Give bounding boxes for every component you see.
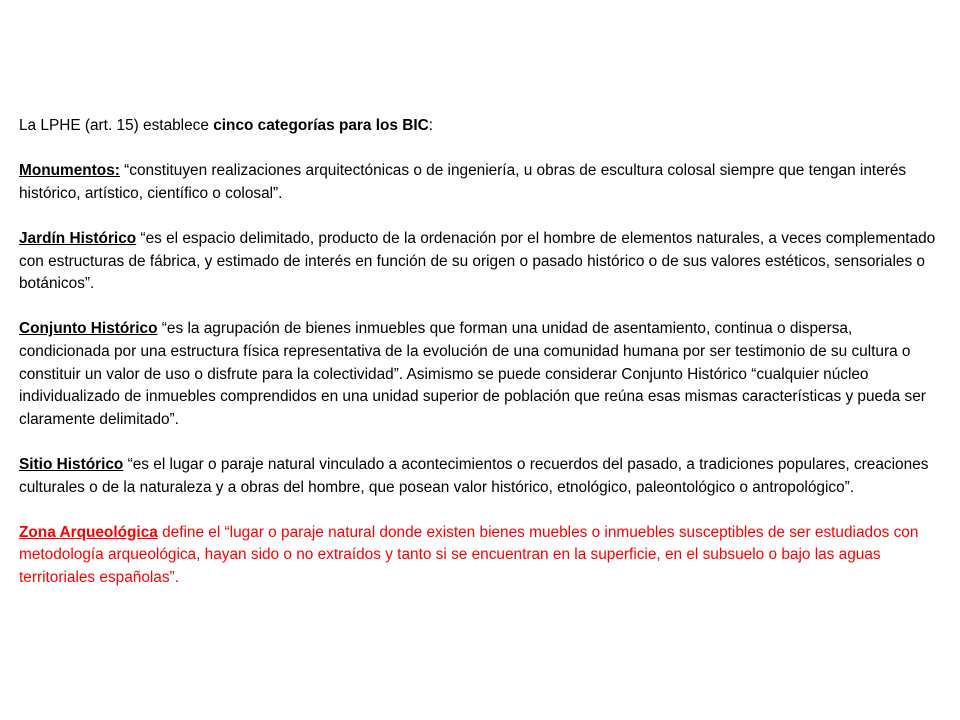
category-definition: “es el lugar o paraje natural vinculado a acontecimientos o recuerdos del pasado, a tradiciones populares, creaciones culturales o de la naturaleza y a obras del hombre, que posean valor histórico, etnológico, paleontológico o antropológico”. xyxy=(19,455,929,496)
category-conjunto-historico xyxy=(19,318,944,431)
category-term: Sitio Histórico xyxy=(19,455,124,473)
category-sitio-historico xyxy=(19,454,944,499)
category-term: Jardín Histórico xyxy=(19,229,137,247)
category-definition: “es la agrupación de bienes inmuebles que forman una unidad de asentamiento, continua o dispersa, condicionada por una estructura física representativa de la evolución de una comunidad humana por ser testimonio de su cultura o constituir un valor de uso o disfrute para la colectividad”. Asimismo se puede considerar Conjunto Histórico “cualquier núcleo individualizado de inmuebles comprendidos en una unidad superior de población que reúna esas mismas características y pueda ser claramente delimitado”. xyxy=(19,320,926,428)
category-term: Zona Arqueológica xyxy=(19,523,158,541)
category-definition: “es el espacio delimitado, producto de la ordenación por el hombre de elementos naturales, a veces complementado con estructuras de fábrica, y estimado de interés en función de su origen o pasado histórico o de sus valores estéticos, sensoriales o botánicos”. xyxy=(19,229,936,293)
category-jardin-historico xyxy=(19,228,944,296)
intro-paragraph xyxy=(19,115,944,138)
intro-suffix: : xyxy=(428,117,434,134)
intro-emphasis: cinco categorías para los BIC xyxy=(213,117,429,134)
category-definition: “constituyen realizaciones arquitectónicas o de ingeniería, u obras de escultura colosal siempre que tengan interés histórico, artístico, científico o colosal”. xyxy=(19,162,907,202)
category-definition: define el “lugar o paraje natural donde existen bienes muebles o inmuebles susceptibles de ser estudiados con metodología arqueológica, hayan sido o no extraídos y tanto si se encuentran en la superficie, en el subsuelo o bajo las aguas territoriales españolas”. xyxy=(19,523,919,586)
slide-body xyxy=(19,115,944,612)
intro-prefix: La LPHE (art. 15) establece xyxy=(19,117,214,134)
category-term: Monumentos: xyxy=(19,162,120,180)
category-monumentos xyxy=(19,160,944,205)
category-zona-arqueologica xyxy=(19,522,944,590)
category-term: Conjunto Histórico xyxy=(19,320,158,338)
